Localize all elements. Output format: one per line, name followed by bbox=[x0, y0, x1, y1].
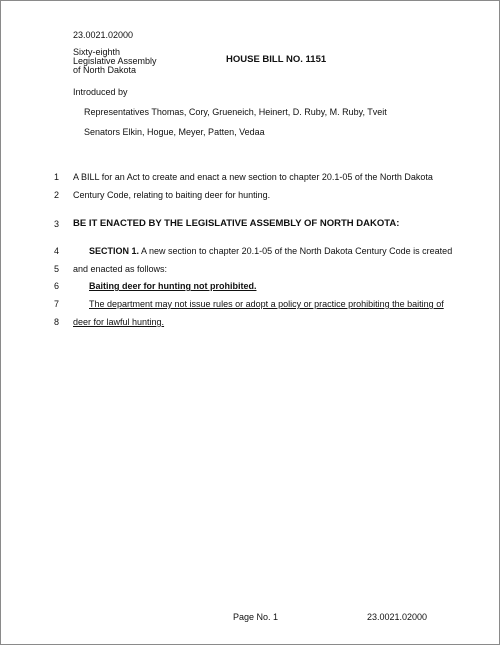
bill-text-line: and enacted as follows: bbox=[73, 264, 168, 274]
section-line bbox=[89, 246, 452, 256]
assembly-line-3: of North Dakota bbox=[73, 65, 137, 75]
doc-code-header: 23.0021.02000 bbox=[73, 30, 134, 40]
line-number: 5 bbox=[54, 264, 60, 274]
page-number: Page No. 1 bbox=[233, 612, 279, 622]
line-number: 3 bbox=[54, 219, 60, 229]
enacting-clause: BE IT ENACTED BY THE LEGISLATIVE ASSEMBLY OF NORTH DAKOTA: bbox=[73, 218, 400, 229]
new-section-text: deer for lawful hunting. bbox=[73, 317, 165, 327]
new-section-heading: Baiting deer for hunting not prohibited. bbox=[89, 281, 257, 291]
line-number: 6 bbox=[54, 281, 60, 291]
bill-text-line: A BILL for an Act to create and enact a new section to chapter 20.1-05 of the North Dakota bbox=[73, 172, 433, 182]
representatives-list: Representatives Thomas, Cory, Grueneich, Heinert, D. Ruby, M. Ruby, Tveit bbox=[84, 107, 387, 117]
line-number: 4 bbox=[54, 246, 60, 256]
line-number: 8 bbox=[54, 317, 60, 327]
doc-code-footer: 23.0021.02000 bbox=[367, 612, 428, 622]
section-label: SECTION 1. bbox=[89, 246, 140, 256]
senators-list: Senators Elkin, Hogue, Meyer, Patten, Vedaa bbox=[84, 127, 265, 137]
assembly-line-2: Legislative Assembly bbox=[73, 56, 157, 66]
introduced-label: Introduced by bbox=[73, 87, 128, 97]
section-text: A new section to chapter 20.1-05 of the North Dakota Century Code is created bbox=[139, 246, 453, 256]
line-number: 7 bbox=[54, 299, 60, 309]
line-number: 2 bbox=[54, 190, 60, 200]
new-section-text: The department may not issue rules or adopt a policy or practice prohibiting the baiting of bbox=[89, 299, 444, 309]
assembly-line-1: Sixty-eighth bbox=[73, 47, 121, 57]
line-number: 1 bbox=[54, 172, 60, 182]
bill-text-line: Century Code, relating to baiting deer for hunting. bbox=[73, 190, 271, 200]
bill-title: HOUSE BILL NO. 1151 bbox=[226, 54, 327, 65]
